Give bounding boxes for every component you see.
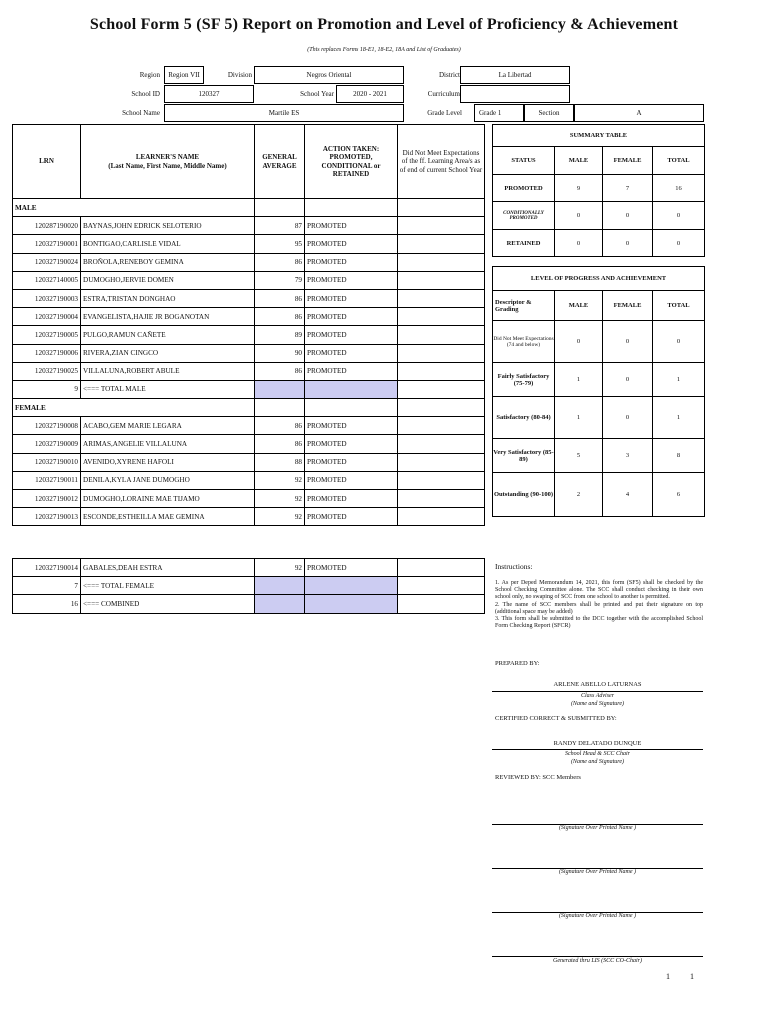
did-not-meet-cell [398, 559, 485, 577]
level-female-cell: 4 [603, 473, 653, 517]
female-section [13, 399, 485, 417]
average-cell: 86 [255, 289, 305, 307]
lrn-cell: 120327190009 [13, 435, 81, 453]
action-cell: PROMOTED [305, 417, 398, 435]
summary-male-header: MALE [555, 147, 603, 175]
total-male-count: 9 [13, 380, 81, 398]
did-not-meet-cell [398, 271, 485, 289]
table-row [13, 217, 485, 235]
learner-table [12, 124, 485, 526]
average-cell: 90 [255, 344, 305, 362]
lrn-cell: 120327190011 [13, 471, 81, 489]
lrn-header: LRN [13, 125, 81, 199]
average-cell: 88 [255, 453, 305, 471]
generated-note: Generated thru LIS (SCC CO-Chair) [553, 958, 642, 964]
level-male-cell: 1 [555, 363, 603, 397]
district-field [460, 66, 570, 84]
lrn-cell: 120327190003 [13, 289, 81, 307]
level-row [493, 439, 705, 473]
action-cell: PROMOTED [305, 435, 398, 453]
head-name: RANDY DELATADO DUNQUE [553, 740, 642, 747]
table-row [13, 344, 485, 362]
school-name-field [164, 104, 404, 122]
learner-name-header [81, 125, 255, 199]
instructions-title: Instructions: [495, 562, 533, 571]
table-row [13, 471, 485, 489]
action-cell: PROMOTED [305, 490, 398, 508]
school-year-value: 2020 - 2021 [353, 89, 387, 98]
did-not-meet-header: Did Not Meet Expectations of the ff. Learning Area/s as of end of current School Year [398, 125, 485, 199]
blank-cell [398, 399, 485, 417]
learner-name-cell: DENILA,KYLA JANE DUMOGHO [81, 471, 255, 489]
action-cell: PROMOTED [305, 289, 398, 307]
total-female-row [13, 577, 485, 595]
blank-cell [305, 199, 398, 217]
scc-signature-3: (Signature Over Printed Name ) [558, 913, 637, 919]
level-female-cell: 0 [603, 321, 653, 363]
did-not-meet-cell [398, 308, 485, 326]
lrn-cell: 120327190004 [13, 308, 81, 326]
shaded-cell [255, 595, 305, 613]
section-value: A [636, 108, 642, 117]
level-male-header: MALE [555, 291, 603, 321]
section-label-cell [524, 104, 574, 122]
section-field [574, 104, 704, 122]
level-descriptor-cell: Very Satisfactory (85-89) [493, 439, 555, 473]
action-cell: PROMOTED [305, 308, 398, 326]
combined-label: <=== COMBINED [81, 595, 255, 613]
signature-line [492, 749, 703, 750]
male-section-label: MALE [13, 199, 255, 217]
did-not-meet-cell [398, 344, 485, 362]
learner-name-cell: ACABO,GEM MARIE LEGARA [81, 417, 255, 435]
blank-cell [305, 399, 398, 417]
did-not-meet-cell [398, 453, 485, 471]
learner-name-title: LEARNER'S NAME [135, 153, 200, 162]
learner-name-cell: BAYNAS,JOHN EDRICK SELOTERIO [81, 217, 255, 235]
learner-name-cell: DUMOGHO,JERVIE DOMEN [81, 271, 255, 289]
learner-name-cell: ESCONDE,ESTHEILLA MAE GEMINA [81, 508, 255, 526]
section-label: Section [538, 108, 560, 117]
instructions-list [495, 580, 703, 630]
summary-title: SUMMARY TABLE [493, 125, 705, 147]
shaded-cell [255, 380, 305, 398]
average-cell: 92 [255, 471, 305, 489]
table-row [13, 271, 485, 289]
learner-name-cell: EVANGELISTA,HAJIE JR BOGANOTAN [81, 308, 255, 326]
summary-female-header: FEMALE [603, 147, 653, 175]
summary-row [493, 175, 705, 202]
blank-cell [255, 399, 305, 417]
average-cell: 89 [255, 326, 305, 344]
region-label: Region [139, 71, 160, 79]
table-row [13, 490, 485, 508]
average-cell: 86 [255, 417, 305, 435]
learner-name-cell: BONTIGAO,CARLISLE VIDAL [81, 235, 255, 253]
did-not-meet-cell [398, 235, 485, 253]
shaded-cell [255, 577, 305, 595]
level-descriptor-header: Descriptor & Grading [493, 291, 555, 321]
summary-row [493, 230, 705, 257]
adviser-role: Class Adviser [580, 693, 615, 699]
school-id-field [164, 85, 254, 103]
page-number: 1 [666, 972, 670, 981]
level-female-cell: 0 [603, 397, 653, 439]
summary-total-cell: 16 [653, 175, 705, 202]
school-year-field [336, 85, 404, 103]
did-not-meet-cell [398, 471, 485, 489]
summary-status-header: STATUS [493, 147, 555, 175]
school-id-value: 120327 [198, 89, 220, 98]
summary-female-cell: 7 [603, 175, 653, 202]
form-subtitle: (This replaces Forms 18-E1, 18-E2, 18A and List of Graduates) [307, 47, 461, 53]
male-section [13, 199, 485, 217]
form-title: School Form 5 (SF 5) Report on Promotion and Level of Proficiency & Achievement [89, 16, 679, 33]
lrn-cell: 120327190014 [13, 559, 81, 577]
level-descriptor-cell: Fairly Satisfactory (75-79) [493, 363, 555, 397]
summary-status-cell: CONDITIONALLY PROMOTED [493, 202, 555, 230]
average-cell: 95 [255, 235, 305, 253]
summary-male-cell: 9 [555, 175, 603, 202]
average-cell: 92 [255, 490, 305, 508]
summary-male-cell: 0 [555, 202, 603, 230]
action-cell: PROMOTED [305, 344, 398, 362]
shaded-cell [305, 577, 398, 595]
did-not-meet-cell [398, 417, 485, 435]
lrn-cell: 120327190012 [13, 490, 81, 508]
average-cell: 92 [255, 508, 305, 526]
lrn-cell: 120327140005 [13, 271, 81, 289]
level-descriptor-cell: Did Not Meet Expectations (74 and below) [493, 321, 555, 363]
table-row [13, 559, 485, 577]
instruction-item: 3. This form shall be submitted to the DCC together with the accomplished School Form Checking Report (SFCR) [495, 615, 703, 630]
level-progress-table [492, 266, 705, 517]
level-female-cell: 0 [603, 363, 653, 397]
adviser-note: (Name and Signature) [570, 701, 625, 707]
learner-name-cell: RIVERA,ZIAN CINGCO [81, 344, 255, 362]
learner-name-cell: ARIMAS,ANGELIE VILLALUNA [81, 435, 255, 453]
did-not-meet-cell [398, 253, 485, 271]
school-year-label: School Year [300, 90, 334, 98]
level-male-cell: 1 [555, 397, 603, 439]
curriculum-label: Curriculum [427, 90, 460, 98]
action-cell: PROMOTED [305, 559, 398, 577]
average-cell: 86 [255, 308, 305, 326]
learner-name-cell: ESTRA,TRISTAN DONGHAO [81, 289, 255, 307]
action-cell: PROMOTED [305, 471, 398, 489]
level-male-cell: 5 [555, 439, 603, 473]
lrn-cell: 120327190006 [13, 344, 81, 362]
district-label: District [439, 71, 460, 79]
lrn-cell: 120327190013 [13, 508, 81, 526]
average-cell: 92 [255, 559, 305, 577]
lrn-cell: 120327190001 [13, 235, 81, 253]
table-row [13, 362, 485, 380]
division-field [254, 66, 404, 84]
certified-label: CERTIFIED CORRECT & SUBMITTED BY: [495, 715, 617, 722]
table-row [13, 417, 485, 435]
learner-name-cell: GABALES,DEAH ESTRA [81, 559, 255, 577]
learner-name-cell: PULGO,RAMUN CAÑETE [81, 326, 255, 344]
signature-line [492, 956, 703, 957]
shaded-cell [305, 380, 398, 398]
table-row [13, 508, 485, 526]
did-not-meet-cell [398, 435, 485, 453]
school-name-value: Martile ES [268, 108, 300, 117]
did-not-meet-cell [398, 490, 485, 508]
level-female-header: FEMALE [603, 291, 653, 321]
learner-name-cell: DUMOGHO,LORAINE MAE TIJAMO [81, 490, 255, 508]
level-total-cell: 6 [653, 473, 705, 517]
instruction-item: 1. As per Deped Memorandum 14, 2021, this form (SF5) shall be checked by the School Checking Committee alone. The SCC shall conduct checking in their own school only, no swaping of SCC from one school to another is permitted. [495, 580, 703, 601]
level-female-cell: 3 [603, 439, 653, 473]
summary-total-header: TOTAL [653, 147, 705, 175]
summary-total-cell: 0 [653, 202, 705, 230]
division-value: Negros Oriental [306, 70, 352, 79]
shaded-cell [305, 595, 398, 613]
summary-male-cell: 0 [555, 230, 603, 257]
district-value: La Libertad [498, 70, 532, 79]
did-not-meet-cell [398, 380, 485, 398]
summary-row [493, 202, 705, 230]
average-cell: 87 [255, 217, 305, 235]
action-cell: PROMOTED [305, 453, 398, 471]
level-total-cell: 1 [653, 363, 705, 397]
action-cell: PROMOTED [305, 326, 398, 344]
head-note: (Name and Signature) [570, 759, 625, 765]
total-male-label: <=== TOTAL MALE [81, 380, 255, 398]
did-not-meet-cell [398, 577, 485, 595]
learner-name-subtitle: (Last Name, First Name, Middle Name) [108, 161, 227, 170]
average-cell: 86 [255, 435, 305, 453]
summary-female-cell: 0 [603, 230, 653, 257]
region-value: Region VII [168, 70, 200, 79]
learner-name-cell: VILLALUNA,ROBERT ABULE [81, 362, 255, 380]
learner-table-continued [12, 558, 485, 614]
grade-level-value: Grade 1 [479, 108, 502, 117]
action-cell: PROMOTED [305, 362, 398, 380]
combined-count: 16 [13, 595, 81, 613]
page-total: 1 [690, 972, 694, 981]
level-total-header: TOTAL [653, 291, 705, 321]
grade-level-field [474, 104, 524, 122]
summary-female-cell: 0 [603, 202, 653, 230]
did-not-meet-cell [398, 326, 485, 344]
summary-status-cell: PROMOTED [493, 175, 555, 202]
level-total-cell: 0 [653, 321, 705, 363]
summary-total-cell: 0 [653, 230, 705, 257]
table-row [13, 453, 485, 471]
table-row [13, 235, 485, 253]
lrn-cell: 120327190005 [13, 326, 81, 344]
action-taken-header: ACTION TAKEN: PROMOTED, CONDITIONAL or RETAINED [305, 125, 398, 199]
action-cell: PROMOTED [305, 253, 398, 271]
signature-line [492, 691, 703, 692]
curriculum-field [460, 85, 570, 103]
did-not-meet-cell [398, 595, 485, 613]
reviewed-label: REVIEWED BY: SCC Members [495, 774, 581, 781]
table-row [13, 308, 485, 326]
prepared-by-label: PREPARED BY: [495, 660, 540, 667]
female-section-label: FEMALE [13, 399, 255, 417]
average-cell: 86 [255, 253, 305, 271]
average-cell: 79 [255, 271, 305, 289]
total-female-label: <=== TOTAL FEMALE [81, 577, 255, 595]
level-row [493, 321, 705, 363]
blank-cell [398, 199, 485, 217]
level-descriptor-cell: Satisfactory (80-84) [493, 397, 555, 439]
lrn-cell: 120287190020 [13, 217, 81, 235]
total-female-count: 7 [13, 577, 81, 595]
region-field [164, 66, 204, 84]
level-row [493, 363, 705, 397]
level-male-cell: 2 [555, 473, 603, 517]
average-cell: 86 [255, 362, 305, 380]
table-row [13, 289, 485, 307]
lrn-cell: 120327190025 [13, 362, 81, 380]
school-name-label: School Name [122, 109, 160, 117]
scc-signature-2: (Signature Over Printed Name ) [558, 869, 637, 875]
level-row [493, 397, 705, 439]
did-not-meet-cell [398, 217, 485, 235]
head-role: School Head & SCC Chair [564, 751, 630, 757]
action-cell: PROMOTED [305, 271, 398, 289]
action-cell: PROMOTED [305, 508, 398, 526]
learner-name-cell: BROÑOLA,RENEBOY GEMINA [81, 253, 255, 271]
did-not-meet-cell [398, 289, 485, 307]
summary-status-cell: RETAINED [493, 230, 555, 257]
did-not-meet-cell [398, 508, 485, 526]
school-id-label: School ID [131, 90, 160, 98]
total-male-row [13, 380, 485, 398]
did-not-meet-cell [398, 362, 485, 380]
table-row [13, 253, 485, 271]
lrn-cell: 120327190024 [13, 253, 81, 271]
blank-cell [255, 199, 305, 217]
level-descriptor-cell: Outstanding (90-100) [493, 473, 555, 517]
action-cell: PROMOTED [305, 235, 398, 253]
level-title: LEVEL OF PROGRESS AND ACHIEVEMENT [493, 267, 705, 291]
scc-signature-1: (Signature Over Printed Name ) [558, 825, 637, 831]
lrn-cell: 120327190010 [13, 453, 81, 471]
summary-table [492, 124, 705, 257]
instruction-item: 2. The name of SCC members shall be printed and put their signature on top (additional space may be added) [495, 601, 703, 615]
learner-name-cell: AVENIDO,XYRENE HAFOLI [81, 453, 255, 471]
level-total-cell: 1 [653, 397, 705, 439]
level-male-cell: 0 [555, 321, 603, 363]
level-row [493, 473, 705, 517]
adviser-name: ARLENE ABELLO LATURNAS [553, 681, 642, 688]
general-average-header: GENERAL AVERAGE [255, 125, 305, 199]
division-label: Division [227, 71, 252, 79]
grade-level-label: Grade Level [427, 109, 462, 117]
table-row [13, 435, 485, 453]
lrn-cell: 120327190008 [13, 417, 81, 435]
action-cell: PROMOTED [305, 217, 398, 235]
level-total-cell: 8 [653, 439, 705, 473]
combined-row [13, 595, 485, 613]
table-row [13, 326, 485, 344]
